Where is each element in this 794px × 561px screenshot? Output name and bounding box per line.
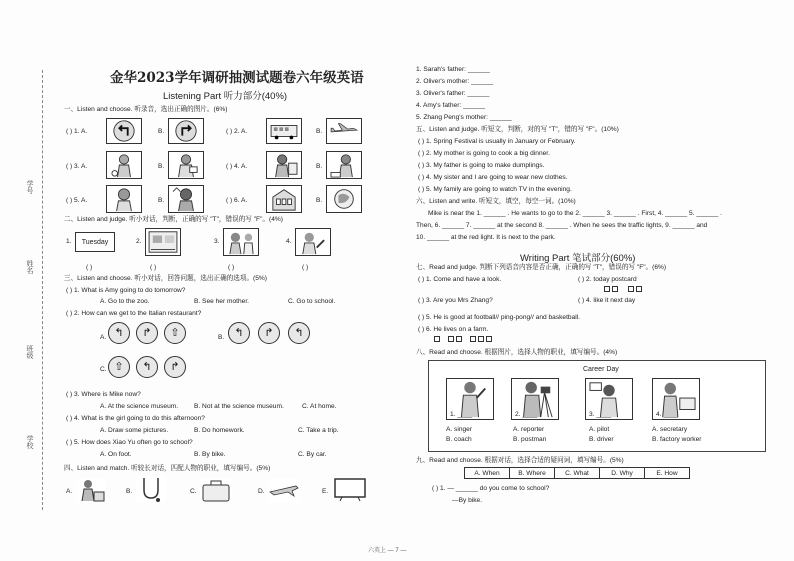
- s3-q3-opt-c[interactable]: C. At home.: [302, 403, 337, 410]
- q3-option-a-image[interactable]: [106, 151, 142, 179]
- q4-option-b-image[interactable]: [326, 151, 362, 179]
- s2-answer-1[interactable]: ( ): [86, 264, 93, 271]
- section-9-title: 九、Read and choose. 根据对话，选择合适的疑问词，填写编号。(5%): [416, 457, 624, 464]
- go-straight-sign-icon-2[interactable]: ⇧: [108, 356, 130, 378]
- s2-image-4: [295, 228, 331, 256]
- s3-q4-opt-c[interactable]: C. Take a trip.: [298, 427, 339, 434]
- s4-image-d: [268, 478, 300, 502]
- q3-b-label: B.: [158, 163, 165, 170]
- s3-q1-opt-c[interactable]: C. Go to school.: [288, 298, 336, 305]
- s4-letter-c: C.: [190, 488, 197, 495]
- s6-line-2[interactable]: Then, 6. ______ 7. ______ at the second 8. ______ . When he sees the traffic lights, 9. ______ and: [416, 222, 708, 229]
- career-1-opt-b[interactable]: B. coach: [446, 436, 472, 443]
- turn-left-sign-icon-2[interactable]: ↰: [228, 322, 250, 344]
- s3-q3-opt-a[interactable]: A. At the science museum.: [100, 403, 179, 410]
- section-5-title: 五、Listen and judge. 听短文，判断，对的写 "T"，错的写 "F"。(10%): [416, 126, 619, 133]
- s7-boxes-6: [434, 336, 494, 344]
- s3-q4-opt-a[interactable]: A. Draw some pictures.: [100, 427, 169, 434]
- section-7-title: 七、Read and judge. 判断下列语音内容是否正确，正确的写 "T"，错误的写 "F"。(6%): [416, 264, 667, 271]
- career-2-opt-a[interactable]: A. reporter: [513, 426, 545, 433]
- qword-why[interactable]: D. Why: [600, 468, 645, 478]
- turn-right-sign-icon-2[interactable]: ↱: [258, 322, 280, 344]
- s4-image-e: [332, 476, 368, 502]
- page-footer: 六英上 — 7 —: [368, 548, 407, 554]
- q4-b-label: B.: [316, 163, 323, 170]
- s3-q5-opt-a[interactable]: A. On foot.: [100, 451, 132, 458]
- s3-q5-opt-c[interactable]: C. By car.: [298, 451, 327, 458]
- turn-right-sign-icon-3[interactable]: ↱: [164, 356, 186, 378]
- s6-line-3[interactable]: 10. ______ at the red light. It is next to the park.: [416, 234, 556, 241]
- go-straight-sign-icon[interactable]: ⇧: [164, 322, 186, 344]
- exam-title: 金华2023学年调研抽测试题卷六年级英语: [110, 70, 364, 86]
- section-2-title: 二、Listen and judge. 听小对话，判断，正确的写 "T"，错误的写 "F"。(4%): [64, 216, 283, 223]
- s7-item-6: ( ) 6. He lives on a farm.: [418, 326, 489, 333]
- career-num-4[interactable]: 4. ____: [656, 411, 678, 418]
- career-4-opt-a[interactable]: A. secretary: [652, 426, 688, 433]
- s3-q4: ( ) 4. What is the girl going to do this afternoon?: [66, 415, 205, 422]
- career-3-opt-b[interactable]: B. driver: [589, 436, 614, 443]
- s2-num-2: 2.: [136, 238, 142, 245]
- s2-num-3: 3.: [214, 238, 220, 245]
- q1-label: ( ) 1. A.: [66, 128, 88, 135]
- s5-item-2: ( ) 2. My mother is going to cook a big dinner.: [418, 150, 550, 157]
- s2-image-3: [223, 228, 259, 256]
- q5-b-label: B.: [158, 197, 165, 204]
- turn-right-sign-icon[interactable]: ↱: [136, 322, 158, 344]
- s4-image-b: [136, 476, 166, 502]
- qword-what[interactable]: C. What: [555, 468, 600, 478]
- career-num-1[interactable]: 1. ____: [450, 411, 472, 418]
- father-line-4[interactable]: 4. Amy's father: ______: [416, 102, 486, 109]
- s3-q4-opt-b[interactable]: B. Do homework.: [194, 427, 245, 434]
- turn-left-sign-icon-4[interactable]: ↰: [136, 356, 158, 378]
- s4-image-a: [76, 478, 106, 502]
- s3-q2-c-label: C.: [100, 366, 107, 373]
- q4-label: ( ) 4. A.: [226, 163, 248, 170]
- father-line-3[interactable]: 3. Oliver's father: ______: [416, 90, 490, 97]
- q1-option-b-image[interactable]: [168, 118, 204, 144]
- s2-image-tuesday: [75, 232, 115, 252]
- s2-answer-4[interactable]: ( ): [302, 264, 309, 271]
- listening-heading: Listening Part 听力部分(40%): [163, 91, 288, 102]
- s3-q2-b-label: B.: [218, 334, 225, 341]
- father-line-5[interactable]: 5. Zhang Peng's mother: ______: [416, 114, 512, 121]
- qword-how[interactable]: E. How: [656, 470, 678, 477]
- father-line-2[interactable]: 2. Oliver's mother: ______: [416, 78, 494, 85]
- s7-item-1: ( ) 1. Come and have a look.: [418, 276, 502, 283]
- qword-where[interactable]: B. Where: [510, 468, 555, 478]
- s3-q1-opt-a[interactable]: A. Go to the zoo.: [100, 298, 150, 305]
- q1-b-label: B.: [158, 128, 165, 135]
- binding-dash-line: [42, 70, 43, 510]
- q5-label: ( ) 5. A.: [66, 197, 88, 204]
- s5-item-5: ( ) 5. My family are going to watch TV in the evening.: [418, 186, 572, 193]
- s7-item-5: ( ) 5. He is good at football// ping-pong// and basketball.: [418, 314, 581, 321]
- father-line-1[interactable]: 1. Sarah's father: ______: [416, 66, 490, 73]
- section-1-title: 一、Listen and choose. 听录音，选出正确的图片。(6%): [64, 106, 228, 113]
- s2-image-2: [145, 228, 181, 256]
- s2-num-4: 4.: [286, 238, 292, 245]
- qword-when[interactable]: A. When: [465, 468, 510, 478]
- s7-item-2: ( ) 2. today postcard: [578, 276, 637, 283]
- career-1-opt-a[interactable]: A. singer: [446, 426, 473, 433]
- section-4-title: 四、Listen and match. 听较长对话，匹配人物的职业，填写编号。(5%): [64, 465, 271, 472]
- career-day-title: Career Day: [583, 366, 619, 373]
- s3-q2-a-label: A.: [100, 334, 107, 341]
- q6-option-a-image[interactable]: [266, 185, 302, 213]
- binding-label-class: 班级: [26, 345, 33, 359]
- s2-answer-2[interactable]: ( ): [150, 264, 157, 271]
- s2-answer-3[interactable]: ( ): [228, 264, 235, 271]
- q4-option-a-image[interactable]: [266, 151, 302, 179]
- question-word-box: [464, 467, 690, 479]
- s5-item-3: ( ) 3. My father is going to make dumplings.: [418, 162, 545, 169]
- s3-q2: ( ) 2. How can we get to the Italian restaurant?: [66, 310, 202, 317]
- s4-letter-b: B.: [126, 488, 133, 495]
- q3-option-b-image[interactable]: [168, 151, 204, 179]
- binding-label-student-id: 学号: [26, 180, 33, 194]
- binding-label-name: 姓名: [26, 260, 33, 274]
- s4-letter-d: D.: [258, 488, 265, 495]
- writing-heading: Writing Part 笔试部分(60%): [520, 253, 636, 264]
- s5-item-4: ( ) 4. My sister and I are going to wear new clothes.: [418, 174, 568, 181]
- turn-left-sign-icon[interactable]: ↰: [108, 322, 130, 344]
- s3-q5: ( ) 5. How does Xiao Yu often go to school?: [66, 439, 193, 446]
- career-4-opt-b[interactable]: B. factory worker: [652, 436, 702, 443]
- s3-q3-opt-b[interactable]: B. Not at the science museum.: [194, 403, 284, 410]
- q5-option-b-image[interactable]: [168, 185, 204, 213]
- s4-image-c: [200, 478, 232, 502]
- turn-left-sign-icon-3[interactable]: ↰: [288, 322, 310, 344]
- s6-line-1[interactable]: Mike is near the 1. ______ . He wants to go to the 2. ______ 3. ______ . First, 4. ______ 5. ______ .: [428, 210, 722, 217]
- q6-b-label: B.: [316, 197, 323, 204]
- s3-q5-opt-b[interactable]: B. By bike.: [194, 451, 226, 458]
- career-num-3[interactable]: 3. ____: [589, 411, 611, 418]
- q2-option-a-image[interactable]: [266, 118, 302, 144]
- q5-option-a-image[interactable]: [106, 185, 142, 213]
- s9-q1[interactable]: ( ) 1. — ______ do you come to school?: [432, 485, 550, 492]
- section-8-title: 八、Read and choose. 根据图片，选择人物的职业，填写编号。(4%): [416, 349, 618, 356]
- section-3-title: 三、Listen and choose. 听小对话，回答问题，选出正确的选项。(5%): [64, 275, 267, 282]
- s4-letter-e: E.: [322, 488, 329, 495]
- s3-q1-opt-b[interactable]: B. See her mother.: [194, 298, 249, 305]
- q3-label: ( ) 3. A.: [66, 163, 88, 170]
- s7-boxes-2: [604, 286, 644, 294]
- s7-item-4: ( ) 4. like it next day: [578, 297, 636, 304]
- binding-label-school: 学校: [26, 435, 33, 449]
- career-num-2[interactable]: 2. ____: [515, 411, 537, 418]
- section-6-title: 六、Listen and write. 听短文，填空，每空一词。(10%): [416, 198, 576, 205]
- career-3-opt-a[interactable]: A. pilot: [589, 426, 610, 433]
- s3-q3: ( ) 3. Where is Mike now?: [66, 391, 141, 398]
- q6-option-b-image[interactable]: [326, 185, 362, 213]
- s9-a1: —By bike.: [452, 497, 483, 504]
- q2-option-b-image[interactable]: [326, 118, 362, 144]
- q1-option-a-image[interactable]: [106, 118, 142, 144]
- s5-item-1: ( ) 1. Spring Festival is usually in January or February.: [418, 138, 576, 145]
- tuesday-label: Tuesday: [81, 238, 109, 246]
- q2-b-label: B.: [316, 128, 323, 135]
- s3-q1: ( ) 1. What is Amy going to do tomorrow?: [66, 287, 186, 294]
- career-2-opt-b[interactable]: B. postman: [513, 436, 547, 443]
- q2-label: ( ) 2. A.: [226, 128, 248, 135]
- s7-item-3: ( ) 3. Are you Mrs Zhang?: [418, 297, 493, 304]
- q6-label: ( ) 6. A.: [226, 197, 248, 204]
- s2-num-1: 1.: [66, 238, 72, 245]
- s4-letter-a: A.: [66, 488, 73, 495]
- binding-margin: [22, 70, 52, 510]
